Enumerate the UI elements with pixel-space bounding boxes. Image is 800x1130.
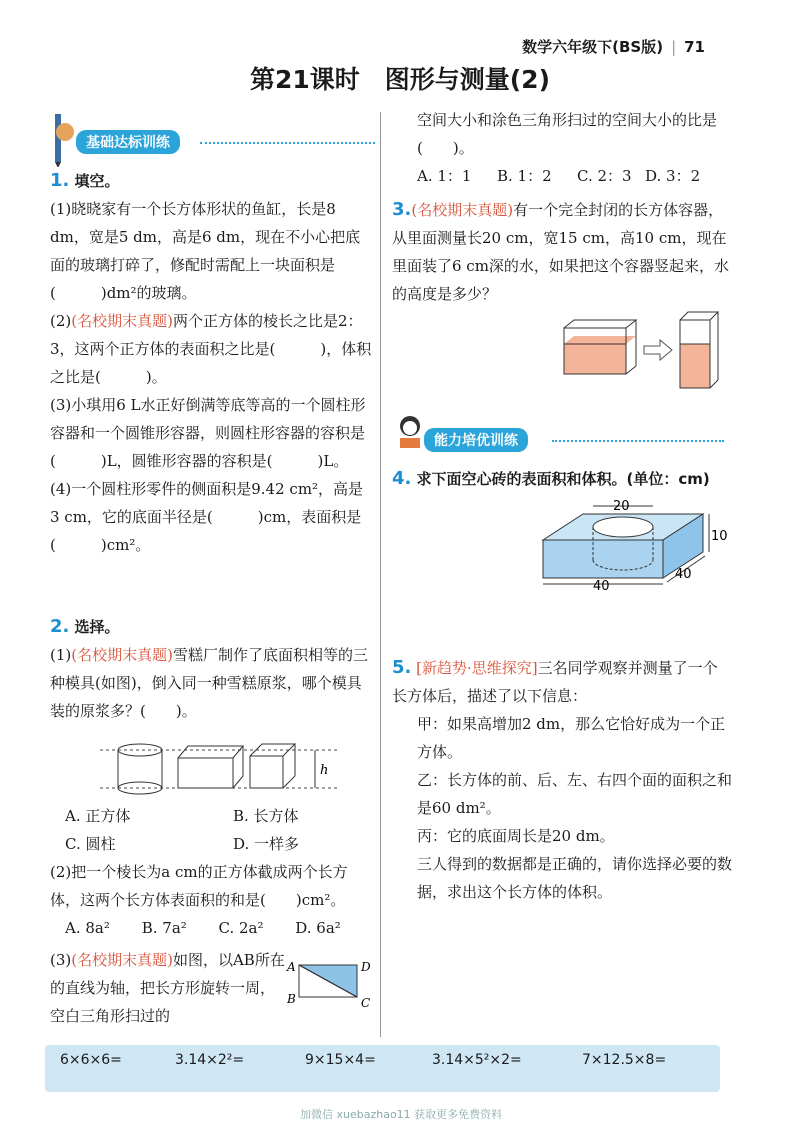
- molds-figure: [100, 738, 350, 802]
- book-name: 数学六年级下(BS版): [522, 38, 664, 56]
- q3-text: 有一个完全封闭的长方体容器，从里面测量长20 cm，宽15 cm，高10 cm，现在里面装了6 cm深的水，如果把这个容器竖起来，水的高度是多少？: [392, 201, 729, 303]
- rectangle-figure: [285, 955, 375, 1014]
- q1-part2: [50, 307, 372, 391]
- q2-opt-a[interactable]: A. 正方体: [65, 807, 131, 825]
- q2-cont-text: 空间大小和涂色三角形扫过的空间大小的比是( )。: [417, 111, 718, 157]
- page-title: 第21课时 图形与测量(2): [249, 65, 551, 94]
- q1-part2-prefix: (2): [50, 312, 72, 330]
- label-c: C: [361, 996, 371, 1010]
- cube-mold: [250, 744, 295, 788]
- q1-part1: (1)晓晓家有一个长方体形状的鱼缸，长是8 dm，宽是5 dm，高是6 dm，现在不小心把底面的玻璃打碎了，修配时需配上一块面积是( )dm²的玻璃。: [50, 200, 361, 302]
- q5-intro: 三名同学观察并测量了一个长方体后，描述了以下信息：: [392, 659, 718, 705]
- section-basic-badge: 基础达标训练: [76, 130, 180, 154]
- q2-part3-tag: (名校期末真题): [71, 951, 173, 969]
- calc-4: 3.14×5²×2=: [432, 1052, 522, 1068]
- question-2: [50, 616, 372, 725]
- q1-head: 填空。: [74, 172, 120, 190]
- q2-3-opt-b[interactable]: B. 1：2: [497, 167, 552, 185]
- q2-part2-text: (2)把一个棱长为a cm的正方体截成两个长方体，这两个长方体表面积的和是( )cm²。: [50, 863, 348, 909]
- q2-continued: [392, 106, 732, 190]
- section-dots-2: [552, 440, 724, 442]
- h-label: h: [320, 763, 329, 778]
- label-b: B: [287, 992, 296, 1006]
- q2-part1: [50, 641, 372, 725]
- q2-part1-tag: (名校期末真题): [71, 646, 173, 664]
- q2-part3: [50, 946, 285, 1030]
- q5-b: 乙：长方体的前、后、左、右四个面的面积之和是60 dm²。: [417, 771, 733, 817]
- section-advanced-badge: 能力培优训练: [424, 428, 528, 452]
- section-dots: [200, 142, 375, 144]
- q4-head: 求下面空心砖的表面积和体积。(单位：cm): [416, 470, 710, 488]
- column-divider: [380, 112, 381, 1037]
- q2-number: 2.: [50, 616, 70, 637]
- calc-2: 3.14×2²=: [175, 1052, 245, 1068]
- q2-3-opt-a[interactable]: A. 1：1: [417, 167, 472, 185]
- dim-top: 20: [613, 499, 630, 514]
- q2-head: 选择。: [74, 618, 120, 636]
- q2-2-opt-d[interactable]: D. 6a²: [295, 919, 341, 937]
- vertical-container: [680, 312, 718, 388]
- q2-part1-text: 雪糕厂制作了底面积相等的三种模具(如图)，倒入同一种雪糕原浆，哪个模具装的原浆多？( )。: [50, 646, 368, 720]
- calc-1: 6×6×6=: [60, 1052, 122, 1068]
- page-header: 数学六年级下(BS版) | 71: [522, 38, 705, 56]
- q1-part2-text: 两个正方体的棱长之比是2：3，这两个正方体的表面积之比是( )，体积之比是( )。: [50, 312, 372, 386]
- q1-number: 1.: [50, 170, 70, 191]
- q1-part3: (3)小琪用6 L水正好倒满等底等高的一个圆柱形容器和一个圆锥形容器，则圆柱形容器的容积是( )L，圆锥形容器的容积是( )L。: [50, 396, 366, 470]
- question-3: [392, 196, 732, 308]
- q1-part4: (4)一个圆柱形零件的侧面积是9.42 cm²，高是3 cm，它的底面半径是( )cm，表面积是( )cm²。: [50, 480, 364, 554]
- q2-opt-b[interactable]: B. 长方体: [233, 807, 299, 825]
- question-5: [392, 654, 732, 906]
- q2-2-opt-a[interactable]: A. 8a²: [65, 919, 110, 937]
- q2-3-opt-d[interactable]: D. 3：2: [645, 167, 701, 185]
- q3-number: 3.: [392, 199, 412, 220]
- q3-tag: (名校期末真题): [411, 201, 514, 219]
- pencil-cat-icon: [45, 112, 75, 167]
- q2-opt-d[interactable]: D. 一样多: [233, 835, 300, 853]
- q5-tag: [新趋势·思维探究]: [416, 659, 538, 677]
- dim-front: 40: [593, 579, 610, 593]
- q2-part3-prefix: (3): [50, 951, 72, 969]
- dim-height: 10: [711, 529, 728, 544]
- q2-part1-prefix: (1): [50, 646, 72, 664]
- q2-part2: [50, 858, 372, 942]
- question-1: [50, 170, 372, 559]
- q2-3-opt-c[interactable]: C. 2：3: [577, 167, 632, 185]
- calc-5: 7×12.5×8=: [582, 1052, 667, 1068]
- cuboid-mold: [178, 746, 243, 788]
- q4-number: 4.: [392, 468, 412, 489]
- q5-a: 甲：如果高增加2 dm，那么它恰好成为一个正方体。: [417, 715, 726, 761]
- q5-task: 三人得到的数据都是正确的，请你选择必要的数据，求出这个长方体的体积。: [417, 855, 733, 901]
- dim-side: 40: [675, 567, 692, 582]
- q5-number: 5.: [392, 657, 412, 678]
- label-d: D: [361, 960, 371, 974]
- q2-opt-c[interactable]: C. 圆柱: [65, 835, 116, 853]
- arrow-right-icon: [644, 340, 672, 360]
- page-number: 71: [684, 38, 705, 56]
- container-figure: [560, 310, 730, 394]
- q2-2-opt-c[interactable]: C. 2a²: [218, 919, 264, 937]
- label-a: A: [287, 960, 296, 974]
- q2-options-1: [65, 802, 365, 858]
- horizontal-container: [564, 320, 636, 374]
- q2-part3-text: 如图，以AB所在的直线为轴，把长方形旋转一周，空白三角形扫过的: [50, 951, 285, 1025]
- q2-2-opt-b[interactable]: B. 7a²: [141, 919, 187, 937]
- q5-c: 丙：它的底面周长是20 dm。: [417, 827, 615, 845]
- cylinder-mold: [118, 744, 162, 794]
- q1-part2-tag: (名校期末真题): [71, 312, 173, 330]
- hollow-brick-figure: [535, 498, 735, 597]
- dog-mascot-icon: [395, 412, 425, 452]
- calc-3: 9×15×4=: [305, 1052, 376, 1068]
- question-4: [392, 468, 732, 489]
- watermark: 加微信 xuebazhao11 获取更多免费资料: [300, 1108, 503, 1121]
